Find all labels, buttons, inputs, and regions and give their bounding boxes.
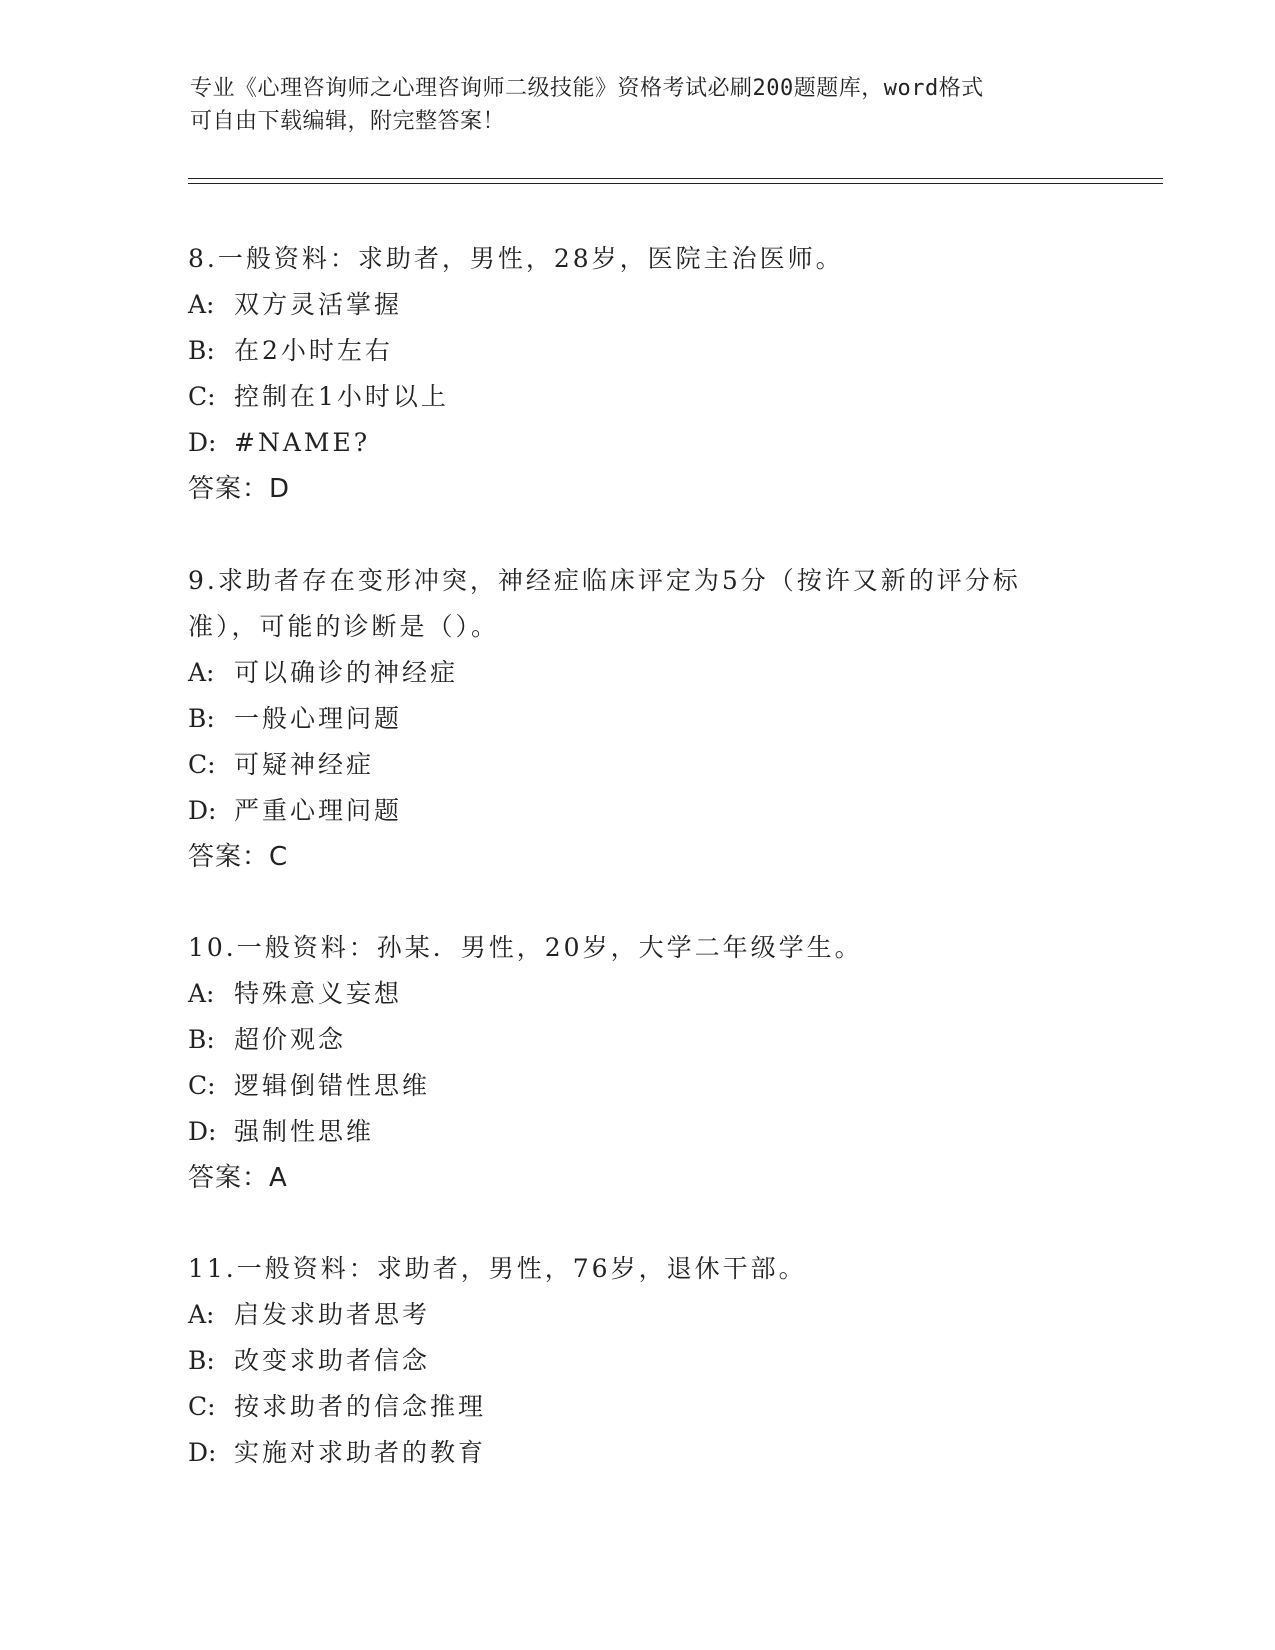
option-letter: A: xyxy=(188,979,215,1008)
option-text: 一般心理问题 xyxy=(234,704,403,733)
option-text: 逻辑倒错性思维 xyxy=(234,1071,431,1100)
header-divider-top xyxy=(188,178,1163,179)
option-text: 改变求助者信念 xyxy=(234,1346,431,1375)
header-line-2: 可自由下载编辑，附完整答案！ xyxy=(190,109,506,134)
option-text: 强制性思维 xyxy=(234,1117,375,1146)
question-block xyxy=(188,925,1088,1201)
option-text: 超价观念 xyxy=(234,1025,347,1054)
document-header xyxy=(190,72,1090,138)
question-block xyxy=(188,558,1088,880)
option-text: 实施对求助者的教育 xyxy=(234,1438,487,1467)
option-d xyxy=(188,1430,1088,1476)
option-b xyxy=(188,1017,1088,1063)
header-divider-bottom xyxy=(188,183,1163,184)
option-c xyxy=(188,742,1088,788)
option-letter: C: xyxy=(188,1392,216,1421)
option-c xyxy=(188,1063,1088,1109)
option-c xyxy=(188,1384,1088,1430)
answer-line: 答案：A xyxy=(188,1163,288,1193)
option-a xyxy=(188,282,1088,328)
option-d xyxy=(188,788,1088,834)
option-c xyxy=(188,374,1088,420)
question-block xyxy=(188,1246,1088,1476)
header-line-1: 专业《心理咨询师之心理咨询师二级技能》资格考试必刷200题题库，word格式 xyxy=(190,76,984,101)
option-letter: D: xyxy=(188,1438,217,1467)
option-text: 控制在1小时以上 xyxy=(234,382,449,411)
option-text: 特殊意义妄想 xyxy=(234,979,403,1008)
answer-line: 答案：C xyxy=(188,842,289,872)
option-b xyxy=(188,328,1088,374)
option-b xyxy=(188,696,1088,742)
option-text: 严重心理问题 xyxy=(234,796,403,825)
question-block xyxy=(188,236,1088,512)
option-letter: D: xyxy=(188,428,217,457)
question-stem: 11.一般资料：求助者，男性，76岁，退休干部。 xyxy=(188,1254,807,1283)
option-letter: C: xyxy=(188,750,216,779)
option-b xyxy=(188,1338,1088,1384)
option-text: 可以确诊的神经症 xyxy=(234,658,459,687)
option-letter: B: xyxy=(188,704,215,733)
option-text: 在2小时左右 xyxy=(234,336,393,365)
option-text: 启发求助者思考 xyxy=(234,1300,431,1329)
option-letter: A: xyxy=(188,1300,215,1329)
question-stem: 10.一般资料：孙某．男性，20岁，大学二年级学生。 xyxy=(188,933,863,962)
option-text: 双方灵活掌握 xyxy=(234,290,403,319)
option-letter: D: xyxy=(188,796,217,825)
question-stem: 9.求助者存在变形冲突，神经症临床评定为5分（按许又新的评分标准），可能的诊断是（）。 xyxy=(188,566,1021,641)
answer-line: 答案：D xyxy=(188,474,291,504)
option-letter: C: xyxy=(188,382,216,411)
option-text: 可疑神经症 xyxy=(234,750,375,779)
option-letter: A: xyxy=(188,658,215,687)
option-text: #NAME? xyxy=(234,428,371,457)
option-text: 按求助者的信念推理 xyxy=(234,1392,487,1421)
option-a xyxy=(188,650,1088,696)
option-d xyxy=(188,420,1088,466)
option-letter: B: xyxy=(188,1346,215,1375)
option-letter: B: xyxy=(188,1025,215,1054)
option-a xyxy=(188,971,1088,1017)
question-stem: 8.一般资料：求助者，男性，28岁，医院主治医师。 xyxy=(188,244,844,273)
option-letter: B: xyxy=(188,336,215,365)
option-letter: C: xyxy=(188,1071,216,1100)
option-letter: D: xyxy=(188,1117,217,1146)
option-letter: A: xyxy=(188,290,215,319)
option-a xyxy=(188,1292,1088,1338)
option-d xyxy=(188,1109,1088,1155)
